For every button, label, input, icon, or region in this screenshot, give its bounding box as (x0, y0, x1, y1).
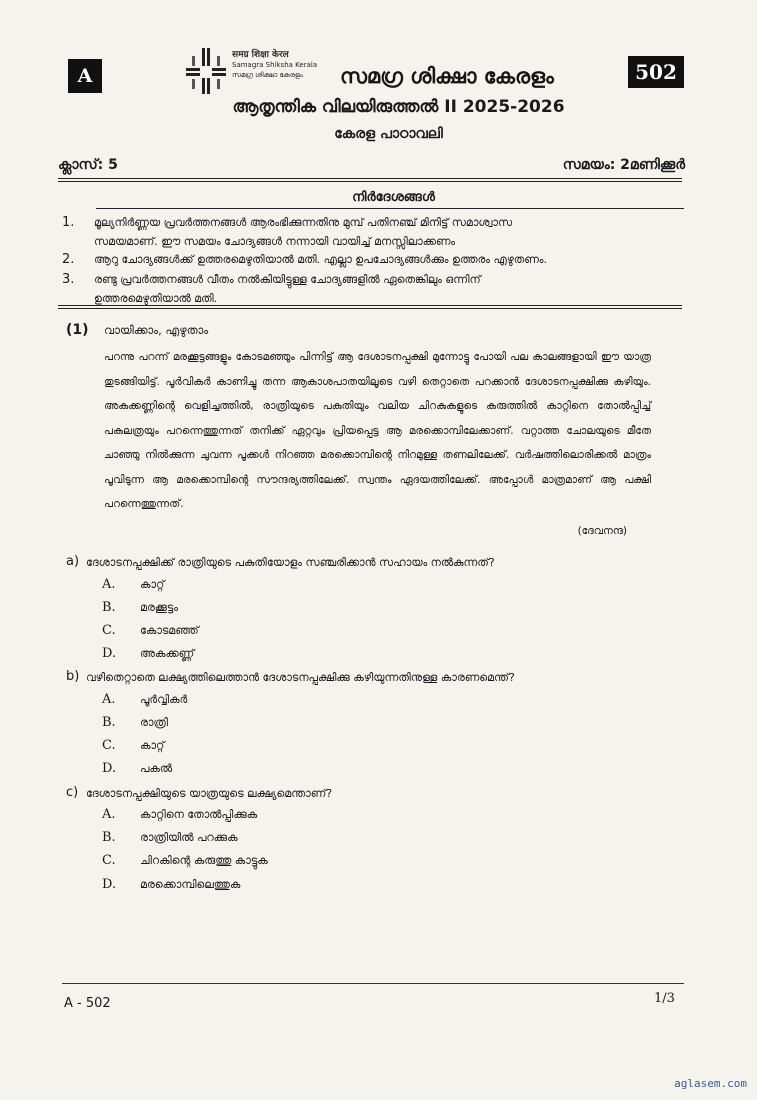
option-text: രാത്രിയിൽ പറക്കുക (140, 831, 238, 844)
watermark: aglasem.com (674, 1077, 747, 1090)
instruction-number: 1. (62, 215, 75, 230)
instructions-divider-2 (58, 308, 682, 309)
option-label: C. (102, 853, 116, 868)
option-text: പൂർവ്വികർ (140, 693, 188, 706)
time-label: സമയം: 2മണിക്കൂർ (562, 157, 685, 173)
option-label: B. (102, 715, 116, 730)
option-label: D. (102, 761, 117, 776)
option-label: A. (102, 577, 116, 592)
instructions-heading: നിർദേശങ്ങൾ (352, 190, 435, 205)
logo-line-malayalam: സമഗ്ര ശിക്ഷാ കേരളം (232, 71, 303, 79)
question-label: b) (66, 669, 80, 684)
header-divider (58, 178, 682, 179)
option-label: A. (102, 692, 116, 707)
paper-code-badge: 502 (628, 56, 684, 88)
samagra-logo-icon (186, 48, 226, 94)
option-label: B. (102, 600, 116, 615)
option-text: രാത്രി (140, 716, 169, 729)
option-label: D. (102, 877, 117, 892)
section-number: (1) (66, 322, 89, 338)
question-text: വഴിതെറ്റാതെ ലക്ഷ്യത്തിലെത്താൻ ദേശാടനപ്പക്ഷിക്കു കഴിയുന്നതിനുള്ള കാരണമെന്ത്? (86, 671, 515, 684)
option-text: കാറ്റ് (140, 578, 165, 591)
question-text: ദേശാടനപ്പക്ഷിക്ക് രാത്രിയുടെ പകുതിയോളം സഞ്ചരിക്കാൻ സഹായം നൽകുന്നത്? (86, 556, 495, 569)
option-text: ചിറകിന്റെ കരുത്തു കാട്ടുക (140, 854, 268, 867)
instruction-number: 2. (62, 252, 75, 267)
instruction-text (94, 270, 481, 308)
option-label: A. (102, 807, 116, 822)
instruction-line: മൂല്യനിർണ്ണയ പ്രവർത്തനങ്ങൾ ആരംഭിക്കുന്നതിനു മുമ്പ് പതിനഞ്ച് മിനിട്ട് സമാശ്വാസ (94, 216, 513, 229)
instruction-text (94, 213, 512, 251)
question-label: c) (66, 785, 79, 800)
instruction-number: 3. (62, 272, 75, 287)
instructions-divider (58, 305, 682, 306)
instruction-line: രണ്ടു പ്രവർത്തനങ്ങൾ വീതം നൽകിയിട്ടുള്ള ചോദ്യങ്ങളിൽ ഏതെങ്കിലും ഒന്നിന് (94, 273, 481, 286)
option-text: പകൽ (140, 762, 173, 775)
option-text: മരക്കൂട്ടം (140, 601, 178, 614)
question-label: a) (66, 554, 80, 569)
passage-author: (ദേവനന്ദ) (577, 525, 627, 537)
logo-text (232, 50, 317, 80)
instruction-line: ഉത്തരമെഴുതിയാൽ മതി. (94, 292, 218, 305)
instruction-line: സമയമാണ്. ഈ സമയം ചോദ്യങ്ങൾ നന്നായി വായിച്ച് മനസ്സിലാക്കണം (94, 235, 456, 248)
option-label: C. (102, 623, 116, 638)
option-label: C. (102, 738, 116, 753)
option-label: D. (102, 646, 117, 661)
section-1-heading (66, 322, 209, 338)
org-title: സമഗ്ര ശിക്ഷാ കേരളം (340, 64, 554, 88)
exam-title: ആതൃന്തിക വിലയിരുത്തൽ II 2025-2026 (232, 97, 565, 117)
logo-line-english: Samagra Shiksha Kerala (232, 61, 318, 69)
instruction-text (94, 250, 547, 269)
logo-line-hindi: समग्र शिक्षा केरल (232, 50, 289, 60)
passage-text: പറന്നു പറന്ന് മരക്കൂട്ടങ്ങളും കോടമഞ്ഞും പിന്നിട്ട് ആ ദേശാടനപ്പക്ഷി മുന്നോട്ടു പോയി പല കാലങ്ങളായി ഈ യാത്ര തുടങ്ങിയിട്ട്. പൂർവികർ കാണിച്ചു തന്ന ആകാശപാതയിലൂടെ വഴി തെറ്റാതെ പറക്കാൻ ദേശാടനപ്പക്ഷിക്കു കഴിയും. അകക്കണ്ണിന്റെ വെളിച്ചത്തിൽ, രാത്രിയുടെ പകുതിയും വലിയ ചിറകുകളുടെ കരുത്തിൽ കാറ്റിനെ തോൽപ്പിച്ച് പകലത്രയും പറന്നെത്തുന്നത് തനിക്ക് ഏറ്റവും പ്രിയപ്പെട്ട ആ മരക്കൊമ്പിലേക്കാണ്. വറ്റാത്ത ചോലയുടെ മീതേ ചാഞ്ഞു നിൽക്കുന്ന ചുവന്ന പൂക്കൾ നിറഞ്ഞ മരക്കൊമ്പിന്റെ നിറമുള്ള തണലിലേക്ക്. വർഷത്തിലൊരിക്കൽ മാത്രം പൂവിടുന്ന ആ മരക്കൊമ്പിന്റെ സൗന്ദര്യത്തിലേക്ക്. സ്വന്തം ഏദയത്തിലേക്ക്. അപ്പോൾ മാത്രമാണ് ആ പക്ഷി പറന്നെത്തുന്നത്. (104, 351, 651, 510)
footer-divider (62, 983, 684, 984)
instruction-line: ആറു ചോദ്യങ്ങൾക്ക് ഉത്തരമെഴുതിയാൽ മതി. എല്ലാ ഉപചോദ്യങ്ങൾക്കും ഉത്തരം എഴുതണം. (94, 253, 547, 266)
question-text: ദേശാടനപ്പക്ഷിയുടെ യാത്രയുടെ ലക്ഷ്യമെന്താണ്? (86, 787, 333, 800)
section-title: വായിക്കാം, എഴുതാം (104, 323, 209, 337)
syllabus-title: കേരള പാഠാവലി (334, 126, 443, 142)
instructions-heading-underline (96, 208, 684, 209)
class-label: ക്ലാസ്: 5 (58, 157, 118, 173)
option-label: B. (102, 830, 116, 845)
page-number: 1/3 (654, 991, 675, 1006)
header-divider-2 (58, 181, 682, 182)
option-text: മരക്കൊമ്പിലെത്തുക (140, 878, 241, 891)
option-text: കാറ്റിനെ തോൽപ്പിക്കുക (140, 808, 258, 821)
set-code-badge: A (68, 59, 102, 93)
option-text: അകക്കണ്ണ് (140, 647, 195, 660)
option-text: കാറ്റ് (140, 739, 165, 752)
reading-passage (104, 345, 651, 517)
option-text: കോടമഞ്ഞ് (140, 624, 199, 637)
footer-paper-code: A - 502 (64, 996, 111, 1011)
